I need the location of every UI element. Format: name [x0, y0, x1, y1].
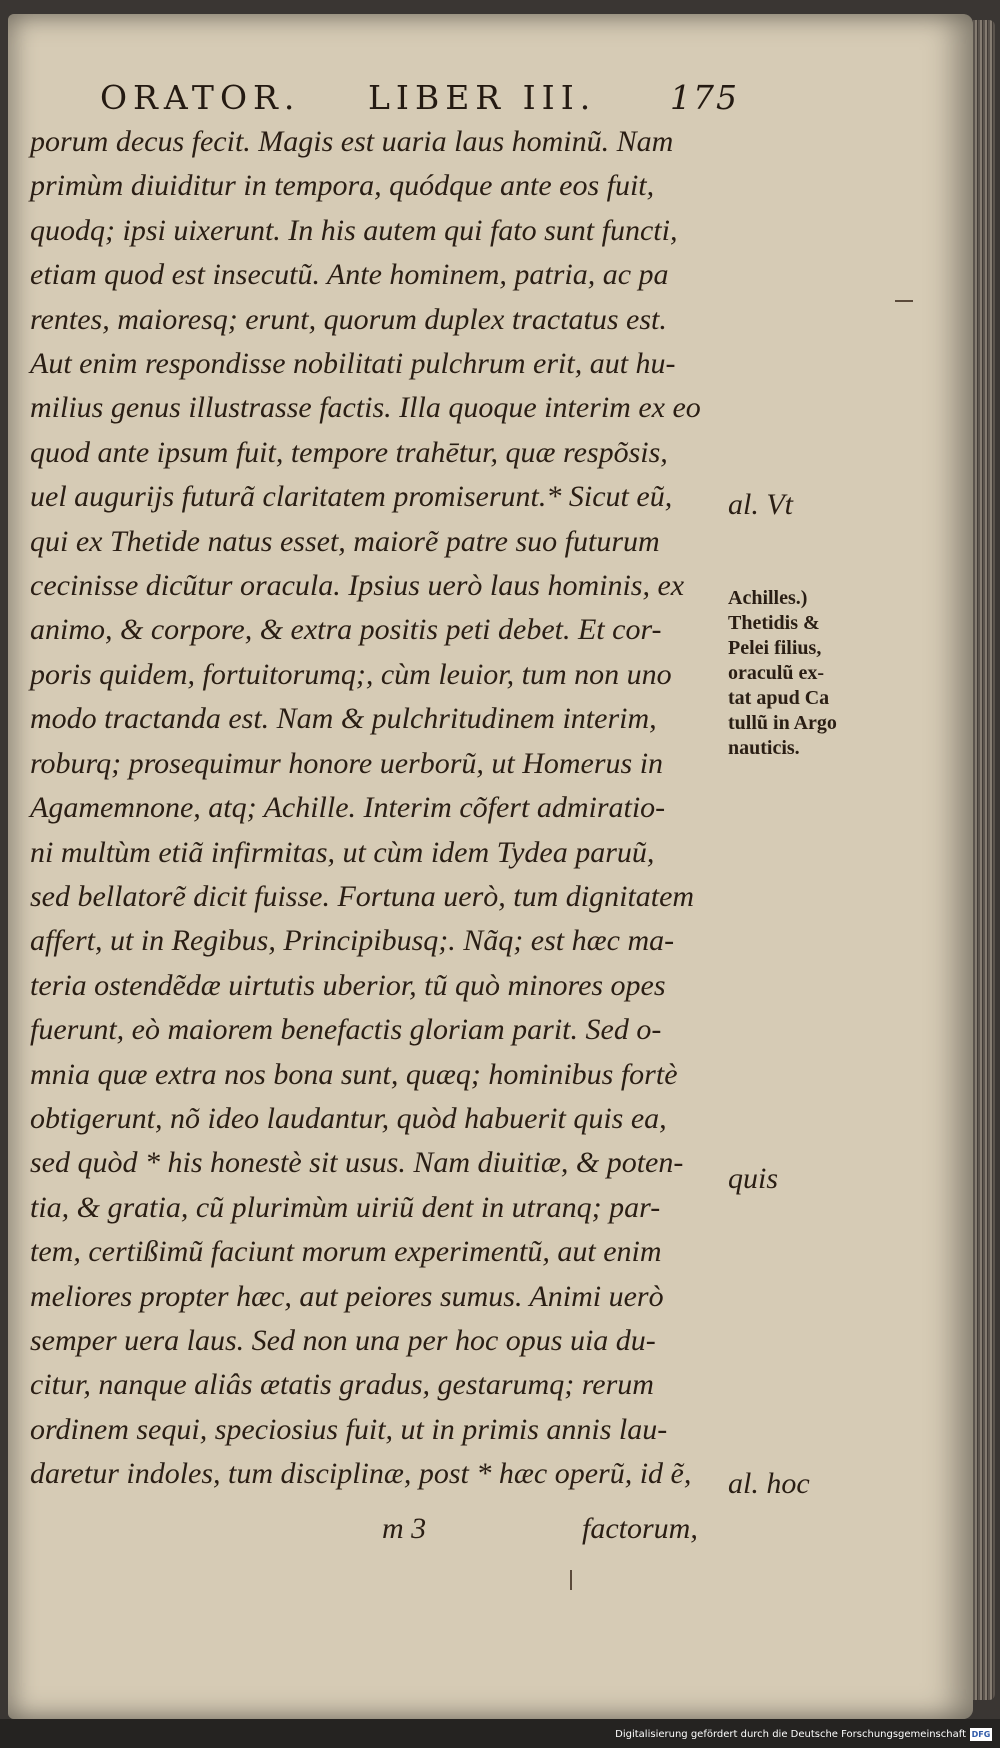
text-line: tem, certißimũ faciunt morum experimentũ, aut enim [30, 1235, 662, 1269]
bottom-tick-mark [570, 1570, 572, 1590]
page-edges [973, 20, 995, 1700]
text-line: milius genus illustrasse factis. Illa quoque interim ex eo [30, 391, 701, 425]
text-line: sed bellatorẽ dicit fuisse. Fortuna uerò, tum dignitatem [30, 879, 695, 913]
margin-note-line: tat apud Ca [728, 687, 830, 709]
text-line: modo tractanda est. Nam & pulchritudinem interim, [30, 702, 657, 736]
text-line: ni multùm etiã infirmitas, ut cùm idem Tydea paruũ, [30, 835, 655, 869]
margin-note-text: quis [728, 1162, 779, 1195]
header-title: ORATOR. [100, 78, 301, 117]
margin-note-line: nauticis. [728, 737, 800, 759]
text-line: fuerunt, eò maiorem benefactis gloriam parit. Sed o- [30, 1013, 662, 1047]
text-line: porum decus fecit. Magis est uaria laus hominũ. Nam [30, 125, 674, 158]
signature-mark: m 3 [382, 1512, 427, 1545]
text-line: Aut enim respondisse nobilitati pulchrum erit, aut hu- [30, 347, 676, 381]
running-header [100, 78, 739, 118]
margin-note-line: Achilles.) [728, 587, 808, 609]
text-line: primùm diuiditur in tempora, quódque ante eos fuit, [30, 169, 655, 203]
header-book: LIBER III. [368, 78, 597, 117]
dfg-logo-icon: DFG [971, 1730, 991, 1739]
text-line: cecinisse dicũtur oracula. Ipsius uerò laus hominis, ex [30, 569, 685, 603]
digitization-credit: Digitalisierung gefördert durch die Deutsche Forschungsgemeinschaft [615, 1729, 966, 1740]
text-line: ordinem sequi, speciosius fuit, ut in primis annis lau- [30, 1412, 668, 1446]
text-line: quodq; ipsi uixerunt. In his autem qui fato sunt functi, [30, 213, 678, 247]
text-line: quod ante ipsum fuit, tempore trahētur, quæ respõsis, [30, 435, 668, 469]
text-line: tia, & gratia, cũ plurimùm uiriũ dent in utranq; par- [30, 1190, 661, 1224]
text-line: mnia quæ extra nos bona sunt, quæq; hominibus fortè [30, 1057, 678, 1091]
margin-note-achilles [728, 586, 888, 761]
margin-note-al-vt [728, 487, 888, 523]
margin-note-text: al. hoc [728, 1467, 810, 1500]
margin-dash-mark [895, 300, 913, 302]
text-line: affert, ut in Regibus, Principibusq;. Nãq; est hæc ma- [30, 924, 675, 958]
main-text-block [30, 120, 730, 1497]
text-line: citur, nanque aliâs ætatis gradus, gestarumq; rerum [30, 1368, 654, 1402]
page-number: 175 [670, 78, 739, 117]
text-line: etiam quod est insecutũ. Ante hominem, patria, ac pa [30, 258, 669, 292]
margin-note-line: tullũ in Argo [728, 712, 837, 734]
margin-note-quis [728, 1161, 888, 1197]
text-line: roburq; prosequimur honore uerborũ, ut Homerus in [30, 746, 664, 780]
margin-note-text: al. Vt [728, 488, 793, 521]
margin-note-line: oraculũ ex- [728, 662, 825, 684]
margin-note-al-hoc [728, 1466, 888, 1502]
margin-note-line: Thetidis & [728, 612, 820, 634]
text-line: teria ostendẽdæ uirtutis uberior, tũ quò minores opes [30, 968, 666, 1002]
text-line: obtigerunt, nõ ideo laudantur, quòd habuerit quis ea, [30, 1101, 667, 1135]
text-line: uel augurijs futurã claritatem promiserunt.* Sicut eũ, [30, 480, 673, 514]
page-footer [30, 1512, 730, 1556]
text-line: sed quòd * his honestè sit usus. Nam diuitiæ, & poten- [30, 1146, 684, 1180]
text-line: semper uera laus. Sed non una per hoc opus uia du- [30, 1323, 656, 1357]
text-line: poris quidem, fortuitorumq;, cùm leuior, tum non uno [30, 657, 672, 691]
text-line: qui ex Thetide natus esset, maiorẽ patre suo futurum [30, 524, 660, 558]
text-line: animo, & corpore, & extra positis peti debet. Et cor- [30, 613, 662, 647]
text-line: meliores propter hæc, aut peiores sumus. Animi uerò [30, 1279, 664, 1313]
text-line: Agamemnone, atq; Achille. Interim cõfert admiratio- [30, 791, 666, 825]
text-line: rentes, maioresq; erunt, quorum duplex tractatus est. [30, 302, 667, 336]
catchword: factorum, [582, 1512, 698, 1545]
margin-note-line: Pelei filius, [728, 637, 822, 659]
text-line: daretur indoles, tum disciplinæ, post * hæc operũ, id ẽ, [30, 1457, 692, 1491]
